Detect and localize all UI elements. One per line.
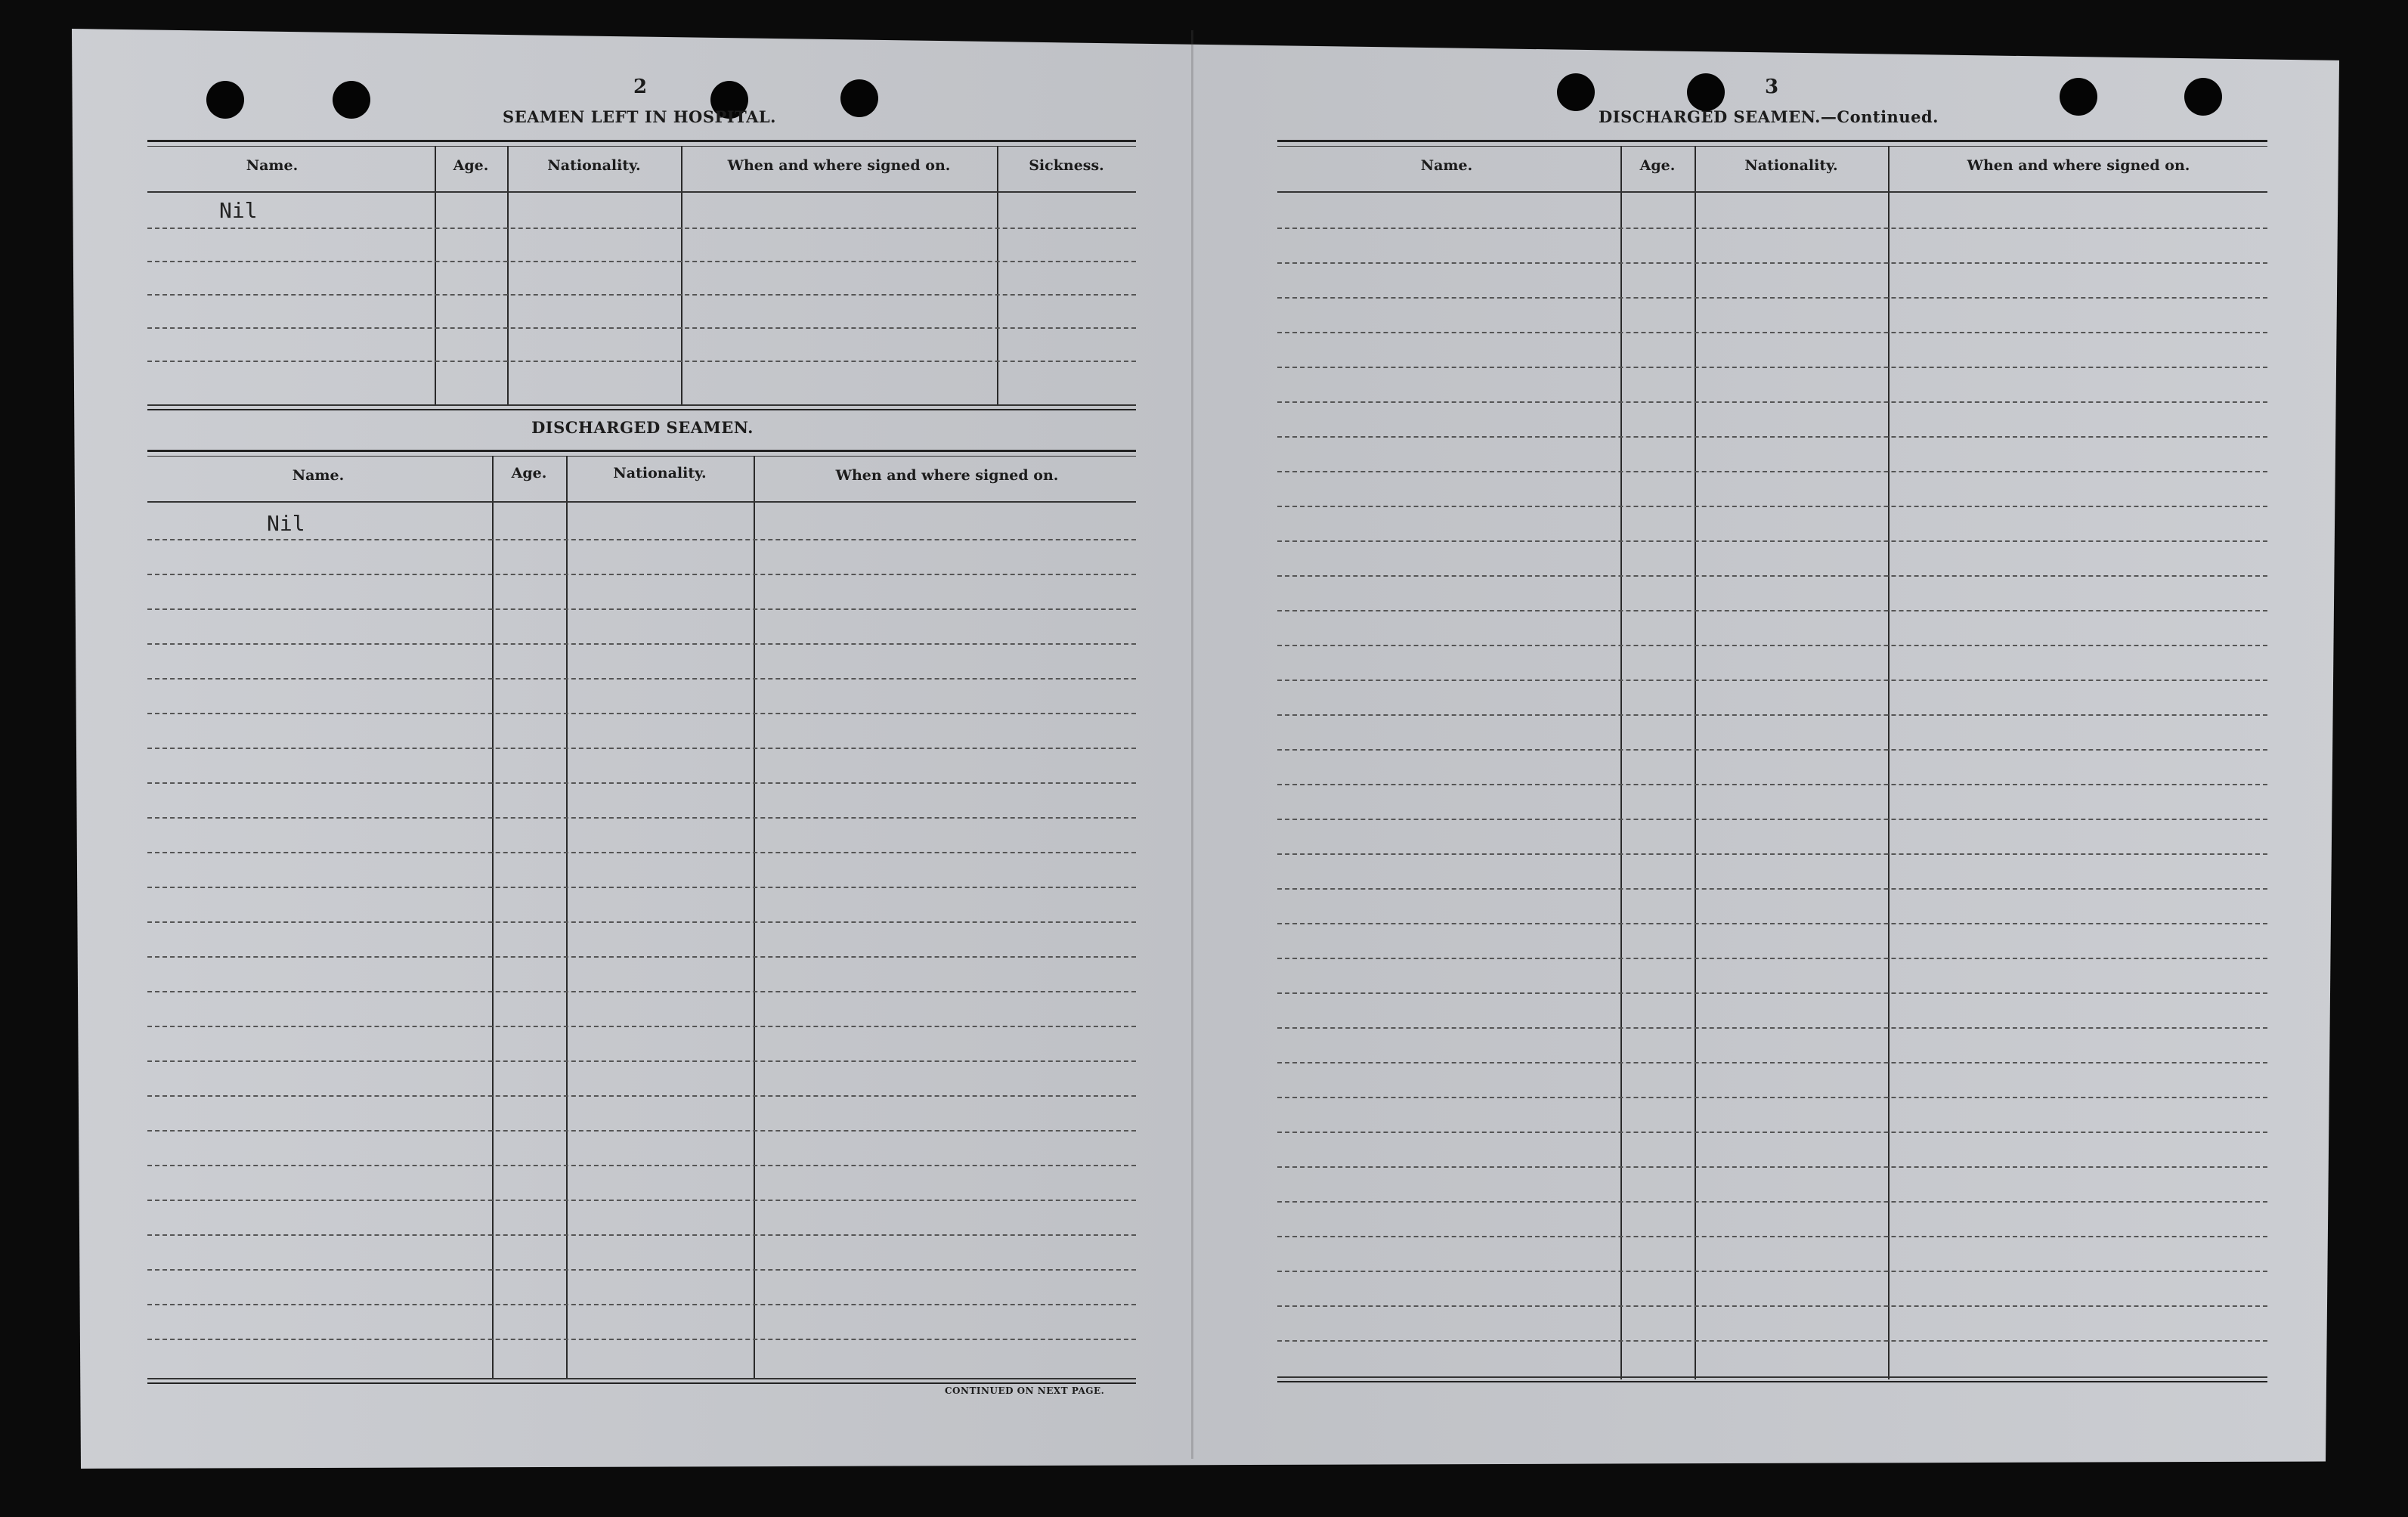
table-row-line bbox=[1277, 401, 2267, 403]
hospital-entry-nil: Nil bbox=[219, 198, 258, 223]
table-row-line bbox=[147, 1060, 1136, 1062]
table-row-line bbox=[1277, 228, 2267, 229]
table-row-line bbox=[1277, 853, 2267, 855]
table-row-line bbox=[147, 1095, 1136, 1097]
table-row-line bbox=[1277, 367, 2267, 368]
discharged-continued-title bbox=[1599, 107, 1939, 126]
hospital-table bbox=[147, 140, 1136, 408]
table-row-line bbox=[147, 1026, 1136, 1027]
right-col-signed-on: When and where signed on. bbox=[1967, 157, 2190, 174]
table-row-line bbox=[147, 539, 1136, 540]
table-row-line bbox=[1277, 888, 2267, 890]
table-row-line bbox=[1277, 1271, 2267, 1272]
table-row-line bbox=[1277, 506, 2267, 507]
hospital-col-signed-on: When and where signed on. bbox=[727, 157, 951, 174]
punch-hole bbox=[2184, 78, 2222, 116]
hospital-col-name: Name. bbox=[246, 157, 299, 174]
table-row-line bbox=[1277, 923, 2267, 924]
punch-hole bbox=[206, 81, 244, 119]
table-row-line bbox=[1277, 1305, 2267, 1307]
table-row-line bbox=[1277, 471, 2267, 472]
table-row-line bbox=[147, 817, 1136, 819]
table-row-line bbox=[147, 1165, 1136, 1166]
punch-hole bbox=[2060, 78, 2097, 116]
table-row-line bbox=[147, 1304, 1136, 1305]
table-row-line bbox=[1277, 1166, 2267, 1168]
table-row-line bbox=[147, 852, 1136, 853]
discharged-col-nationality: Nationality. bbox=[613, 465, 707, 481]
table-row-line bbox=[1277, 958, 2267, 959]
table-row-line bbox=[147, 1339, 1136, 1340]
hospital-col-age: Age. bbox=[453, 157, 489, 174]
table-row-line bbox=[147, 1200, 1136, 1201]
table-row-line bbox=[1277, 714, 2267, 716]
table-row-line bbox=[1277, 1236, 2267, 1237]
table-row-line bbox=[147, 608, 1136, 610]
discharged-col-signed-on: When and where signed on. bbox=[835, 467, 1059, 484]
table-row-line bbox=[1277, 680, 2267, 681]
table-row-line bbox=[1277, 819, 2267, 820]
table-row-line bbox=[147, 956, 1136, 958]
table-row-line bbox=[147, 921, 1136, 923]
continued-note: CONTINUED ON NEXT PAGE. bbox=[945, 1385, 1105, 1396]
table-row-line bbox=[147, 748, 1136, 749]
table-row-line bbox=[147, 887, 1136, 888]
discharged-section-title: DISCHARGED SEAMEN. bbox=[531, 418, 754, 437]
table-row-line bbox=[1277, 540, 2267, 542]
right-col-name: Name. bbox=[1420, 157, 1473, 174]
table-row-line bbox=[1277, 992, 2267, 994]
hospital-col-nationality: Nationality. bbox=[547, 157, 641, 174]
discharged-entry-nil: Nil bbox=[267, 511, 305, 536]
table-row-line bbox=[147, 1269, 1136, 1271]
table-row-line bbox=[1277, 1027, 2267, 1029]
table-row-line bbox=[1277, 297, 2267, 299]
punch-hole bbox=[840, 79, 878, 117]
table-row-line bbox=[147, 1234, 1136, 1236]
table-row-line bbox=[1277, 1062, 2267, 1063]
punch-hole bbox=[333, 81, 370, 119]
table-row-line bbox=[1277, 575, 2267, 577]
table-row-line bbox=[1277, 332, 2267, 333]
table-row-line bbox=[1277, 784, 2267, 785]
discharged-col-age: Age. bbox=[511, 465, 547, 481]
table-row-line bbox=[147, 1130, 1136, 1132]
page-number-right: 3 bbox=[1765, 76, 1779, 98]
punch-hole bbox=[1557, 73, 1595, 111]
table-row-line bbox=[1277, 436, 2267, 438]
table-row-line bbox=[1277, 262, 2267, 264]
table-row-line bbox=[1277, 1340, 2267, 1342]
discharged-table-left bbox=[147, 450, 1136, 1379]
discharged-table-right bbox=[1277, 140, 2267, 1379]
table-row-line bbox=[147, 574, 1136, 575]
right-col-age: Age. bbox=[1639, 157, 1676, 174]
hospital-col-sickness: Sickness. bbox=[1029, 157, 1104, 174]
table-row-line bbox=[147, 782, 1136, 784]
discharged-col-name: Name. bbox=[292, 467, 345, 484]
discharged-continued-suffix: —Continued. bbox=[1820, 107, 1939, 126]
table-row-line bbox=[147, 643, 1136, 645]
discharged-continued-title-main: DISCHARGED SEAMEN. bbox=[1599, 107, 1821, 126]
table-row-line bbox=[1277, 1132, 2267, 1133]
table-row-line bbox=[147, 991, 1136, 992]
page-fold bbox=[1191, 30, 1193, 1459]
page-number-left: 2 bbox=[633, 76, 648, 98]
punch-hole bbox=[1687, 73, 1725, 111]
table-row-line bbox=[1277, 1201, 2267, 1203]
hospital-section-title: SEAMEN LEFT IN HOSPITAL. bbox=[503, 107, 776, 126]
table-row-line bbox=[1277, 1097, 2267, 1098]
right-col-nationality: Nationality. bbox=[1744, 157, 1838, 174]
table-row-line bbox=[147, 678, 1136, 680]
table-row-line bbox=[147, 713, 1136, 714]
table-row-line bbox=[1277, 749, 2267, 751]
table-row-line bbox=[1277, 645, 2267, 646]
table-row-line bbox=[1277, 610, 2267, 611]
